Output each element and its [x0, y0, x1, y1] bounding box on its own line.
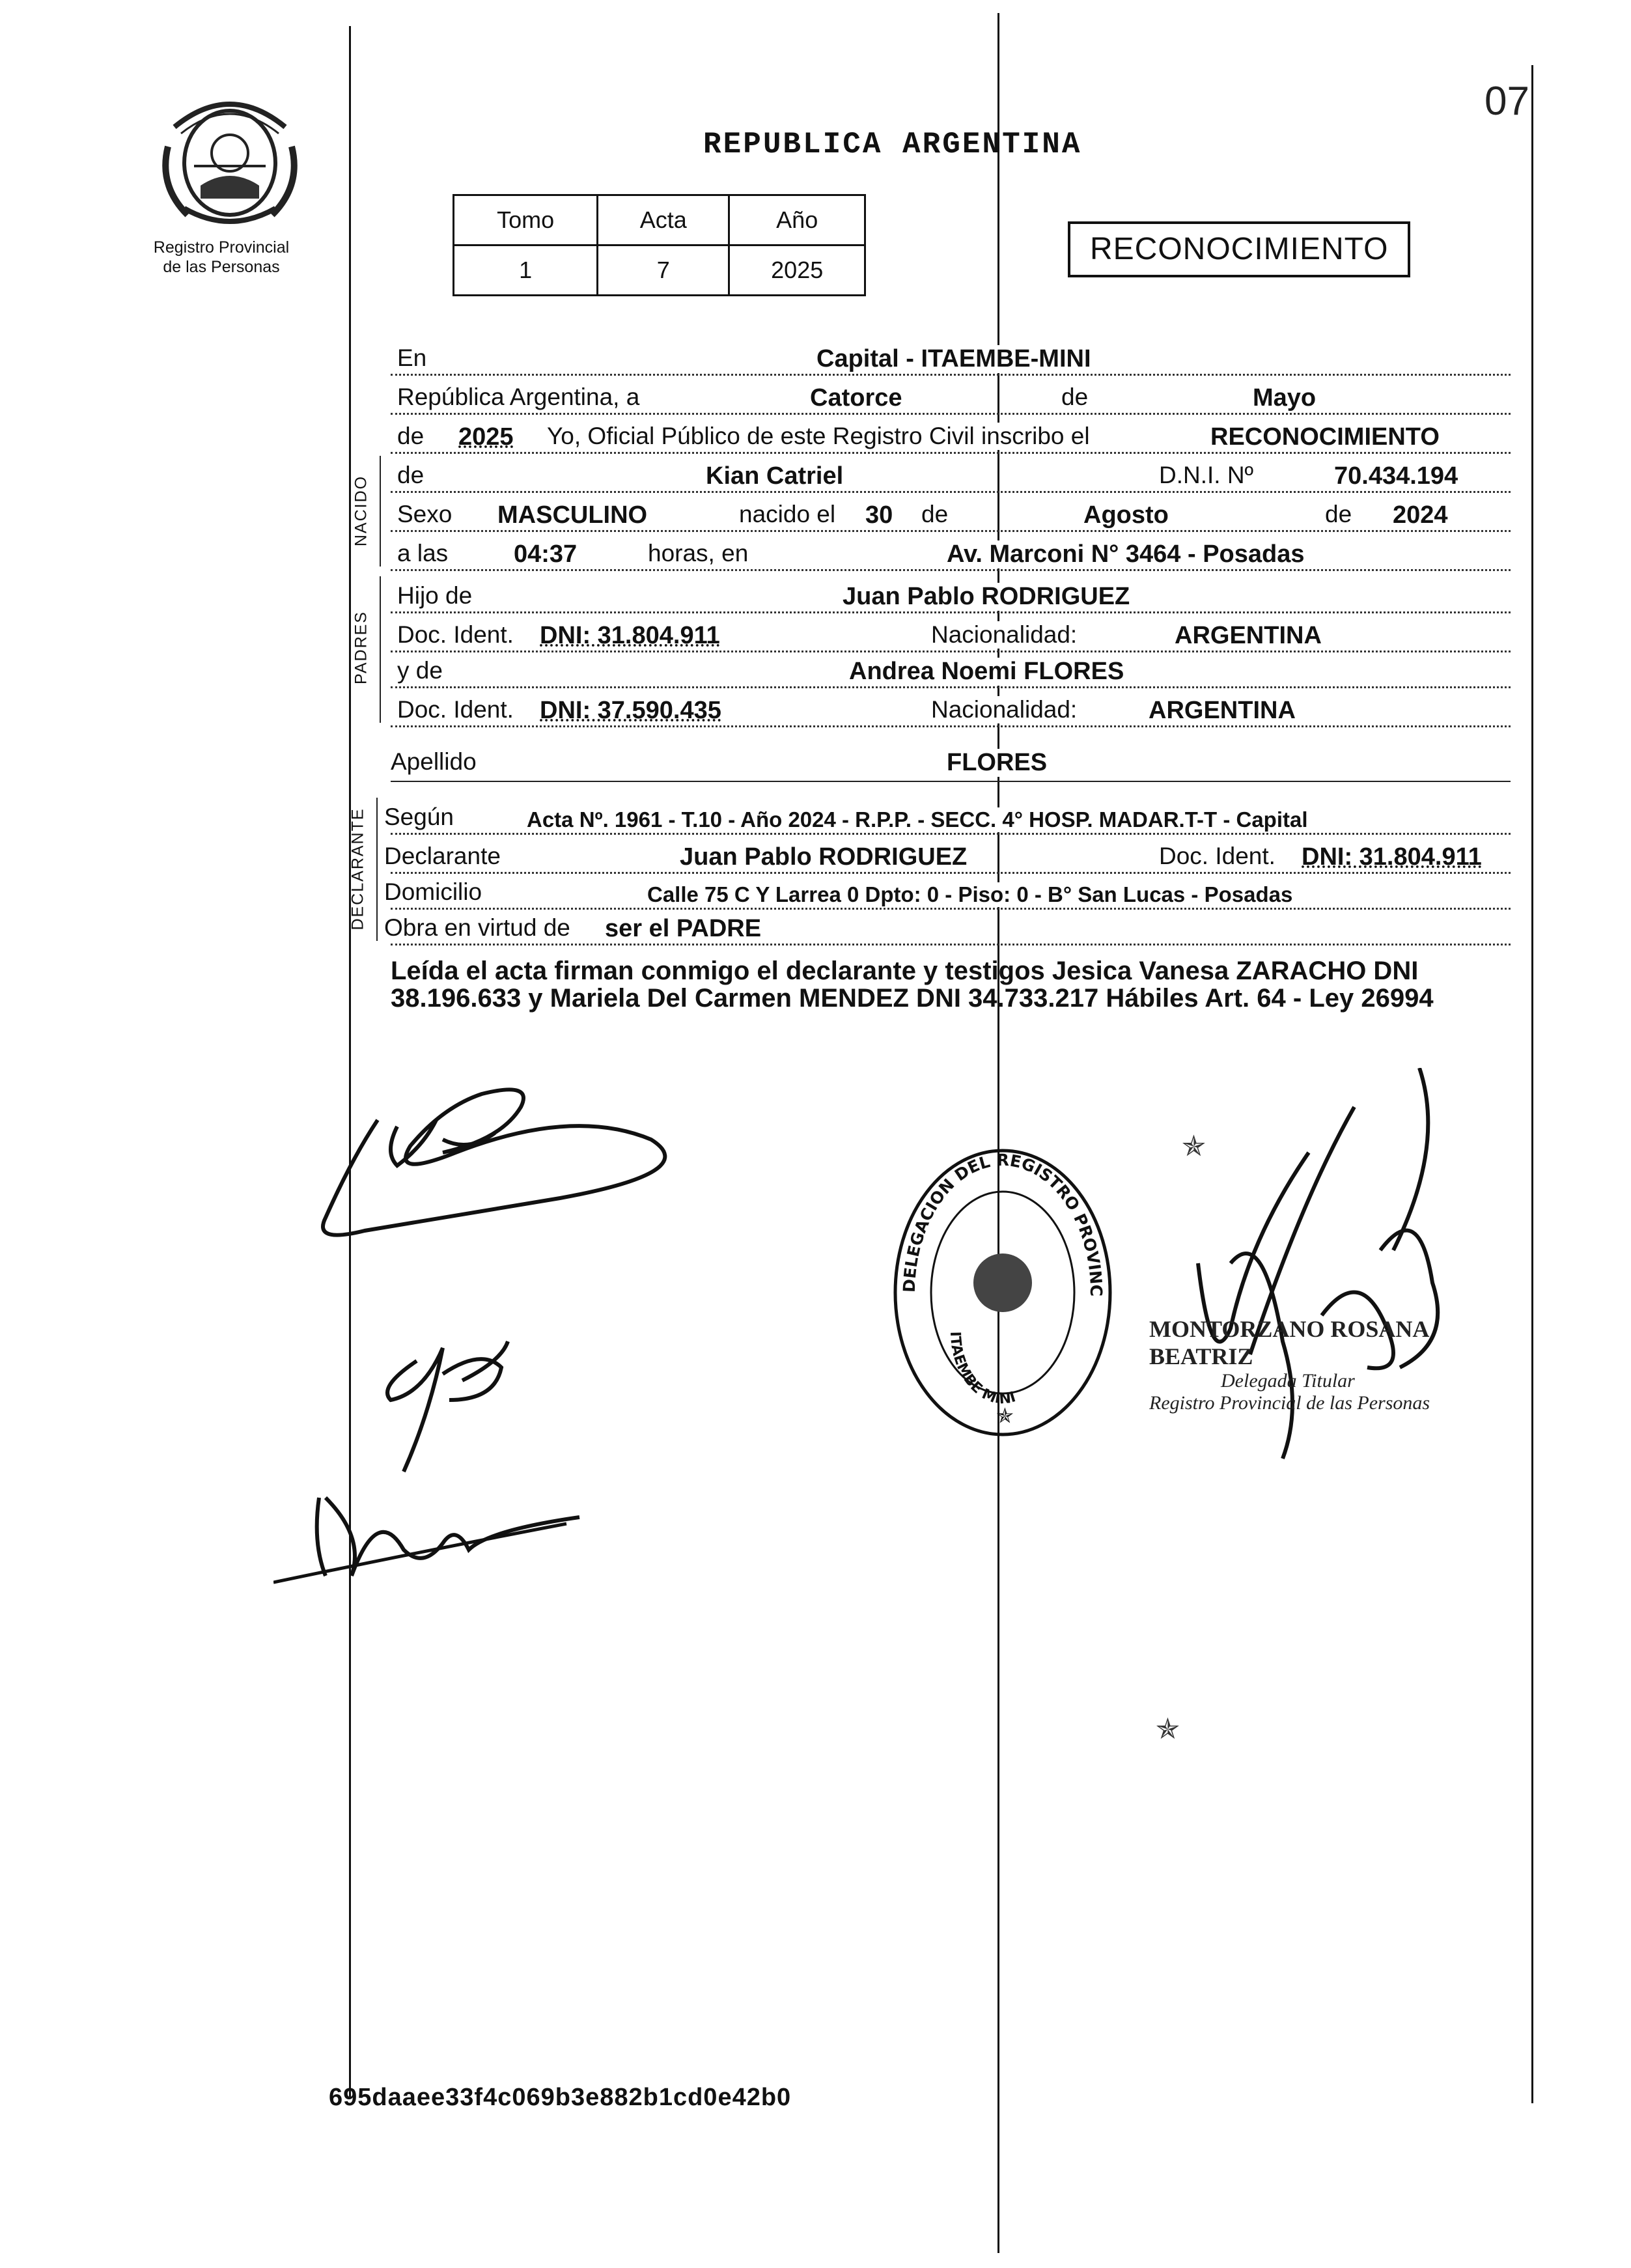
row-mother — [391, 654, 1511, 692]
address-label: Domicilio — [384, 878, 486, 906]
dotted-line — [391, 491, 1511, 493]
date-prefix: República Argentina, a — [397, 384, 643, 411]
declarant-name: Juan Pablo RODRIGUEZ — [677, 843, 969, 871]
header-anio: Año — [729, 195, 865, 245]
mother-nationality: ARGENTINA — [1146, 697, 1298, 725]
registry-caption-line-1: Registro Provincial — [153, 238, 290, 257]
witness-signature-2 — [273, 1478, 586, 1599]
birth-month: Agosto — [1081, 501, 1171, 529]
dotted-line — [391, 530, 1511, 532]
closing-paragraph: Leída el acta firman conmigo el declarante y testigos Jesica Vanesa ZARACHO DNI 38.196.633 y Mariela Del Carmen MENDEZ DNI 34.733.217 Hábiles Art. 64 - Ley 26994 — [391, 957, 1434, 1013]
birth-de-label-2: de — [1325, 501, 1356, 528]
according-value: Acta Nº. 1961 - T.10 - Año 2024 - R.P.P. - SECC. 4° HOSP. MADAR.T-T - Capital — [524, 807, 1311, 832]
inscribe-text: Yo, Oficial Público de este Registro Civil inscribo el — [547, 423, 1094, 450]
right-margin-line — [1531, 65, 1533, 2103]
birth-place: Av. Marconi N° 3464 - Posadas — [944, 540, 1307, 568]
according-label: Según — [384, 804, 458, 831]
birth-day: 30 — [863, 501, 895, 529]
value-acta: 7 — [598, 245, 729, 296]
row-date — [391, 381, 1511, 419]
row-birth-time — [391, 537, 1511, 575]
year-prefix: de — [397, 423, 428, 450]
dotted-line — [391, 374, 1511, 376]
registry-table-value-row — [454, 245, 865, 296]
witness-signature-1 — [352, 1322, 547, 1481]
child-dni: 70.434.194 — [1331, 462, 1460, 490]
row-according — [384, 801, 1511, 839]
row-by-virtue — [384, 912, 1511, 949]
mother-nationality-label: Nacionalidad: — [931, 696, 1081, 723]
birth-year: 2024 — [1390, 501, 1451, 529]
address-value: Calle 75 C Y Larrea 0 Dpto: 0 - Piso: 0 - B° San Lucas - Posadas — [645, 882, 1295, 907]
province-logo — [155, 88, 305, 231]
act-type-box: RECONOCIMIENTO — [1068, 221, 1410, 277]
mother-doc-label: Doc. Ident. — [397, 696, 518, 723]
dotted-line — [391, 651, 1511, 652]
section-padres: PADRES — [352, 611, 370, 684]
dotted-line — [391, 413, 1511, 415]
seal-inner-text: ITAEMBE MINI — [946, 1331, 1018, 1408]
registry-table — [453, 194, 866, 296]
registry-caption-line-2: de las Personas — [163, 258, 280, 276]
padres-bracket — [380, 576, 381, 723]
document-hash: 695daaee33f4c069b3e882b1cd0e42b0 — [329, 2084, 792, 2111]
dotted-line — [391, 872, 1511, 874]
row-surname — [391, 746, 1511, 783]
declarant-signature — [286, 1068, 703, 1267]
section-declarante: DECLARANTE — [348, 807, 367, 931]
official-signature — [1172, 1068, 1471, 1527]
declarante-bracket — [376, 798, 378, 941]
dotted-line — [391, 611, 1511, 613]
month-de-label: de — [1061, 384, 1092, 411]
star-mark-2: ✯ — [1156, 1713, 1180, 1745]
official-title: Delegada Titular — [1221, 1370, 1355, 1392]
row-place — [391, 342, 1511, 380]
inscribe-act: RECONOCIMIENTO — [1208, 423, 1442, 451]
mother-name: Andrea Noemi FLORES — [846, 658, 1126, 686]
registry-table-header-row — [454, 195, 865, 245]
by-virtue-label: Obra en virtud de — [384, 914, 574, 942]
father-nationality: ARGENTINA — [1172, 622, 1324, 650]
official-seal — [889, 1143, 1117, 1442]
row-father — [391, 580, 1511, 617]
father-name: Juan Pablo RODRIGUEZ — [840, 583, 1132, 611]
star-mark-1: ✯ — [1182, 1130, 1206, 1162]
header-tomo: Tomo — [454, 195, 598, 245]
dotted-line — [391, 725, 1511, 727]
section-nacido: NACIDO — [352, 475, 370, 547]
declarant-doc: DNI: 31.804.911 — [1299, 843, 1485, 871]
row-year — [391, 420, 1511, 458]
surname-value: FLORES — [944, 749, 1050, 777]
svg-text:ITAEMBE MINI — [947, 1331, 1018, 1407]
row-declarant — [384, 840, 1511, 878]
left-margin-line — [349, 26, 351, 2097]
dni-label: D.N.I. Nº — [1159, 462, 1257, 489]
value-tomo: 1 — [454, 245, 598, 296]
birth-time: 04:37 — [511, 540, 579, 568]
dotted-line — [391, 452, 1511, 454]
child-label: de — [397, 462, 428, 489]
row-sex-birth — [391, 498, 1511, 536]
sex-label: Sexo — [397, 501, 456, 528]
father-doc: DNI: 31.804.911 — [537, 622, 723, 650]
row-child-name — [391, 459, 1511, 497]
sex-value: MASCULINO — [495, 501, 650, 529]
father-doc-label: Doc. Ident. — [397, 621, 518, 649]
place-value: Capital - ITAEMBE-MINI — [814, 345, 1094, 373]
value-anio: 2025 — [729, 245, 865, 296]
declarant-doc-label: Doc. Ident. — [1159, 843, 1279, 870]
country-title: REPUBLICA ARGENTINA — [703, 128, 1082, 161]
day-value: Catorce — [807, 384, 905, 412]
by-virtue-value: ser el PADRE — [602, 915, 764, 943]
at-label: a las — [397, 540, 452, 567]
row-mother-doc — [391, 693, 1511, 731]
row-address — [384, 876, 1511, 914]
solid-line — [391, 781, 1511, 782]
and-of-label: y de — [397, 657, 447, 684]
page-number: 07 — [1485, 79, 1529, 124]
mother-doc: DNI: 37.590.435 — [537, 697, 724, 725]
birth-de-label-1: de — [921, 501, 952, 528]
svg-text:✯: ✯ — [996, 1404, 1014, 1427]
row-father-doc — [391, 619, 1511, 656]
year-value: 2025 — [456, 423, 516, 451]
child-name: Kian Catriel — [703, 462, 846, 490]
hours-label: horas, en — [648, 540, 752, 567]
official-stamp — [1149, 1315, 1488, 1414]
son-of-label: Hijo de — [397, 582, 476, 609]
header-acta: Acta — [598, 195, 729, 245]
declarant-label: Declarante — [384, 843, 505, 870]
dotted-line — [391, 569, 1511, 571]
born-label: nacido el — [739, 501, 839, 528]
place-label: En — [397, 344, 430, 372]
seal-outer-text: DELEGACION DEL REGISTRO PROVINC — [899, 1150, 1106, 1297]
surname-label: Apellido — [391, 748, 481, 776]
dotted-line — [391, 833, 1511, 835]
nacido-bracket — [380, 456, 381, 567]
father-nationality-label: Nacionalidad: — [931, 621, 1081, 649]
registry-caption — [130, 238, 313, 277]
month-value: Mayo — [1250, 384, 1318, 412]
dotted-line — [391, 686, 1511, 688]
dotted-line — [391, 944, 1511, 945]
official-org: Registro Provincial de las Personas — [1149, 1392, 1430, 1414]
official-name: MONTORZANO ROSANA BEATRIZ — [1149, 1316, 1429, 1369]
dotted-line — [391, 908, 1511, 910]
